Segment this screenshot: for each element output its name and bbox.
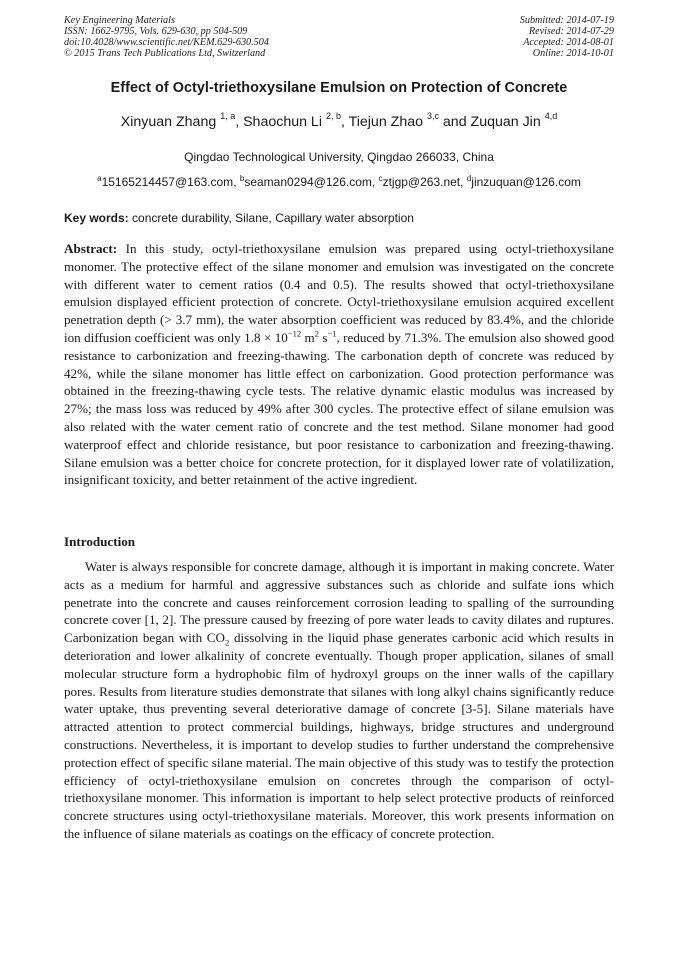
- subscript: 2: [225, 637, 230, 648]
- email-separator: ,: [233, 175, 240, 189]
- abstract-text: s: [318, 329, 328, 345]
- doi-line: doi:10.4028/www.scientific.net/KEM.629-630.504: [64, 37, 269, 49]
- author-affiliation-mark: 3,c: [426, 111, 439, 122]
- email-mark: a: [97, 174, 102, 183]
- author-separator: and: [438, 114, 471, 130]
- keywords-label: Key words:: [64, 211, 129, 225]
- dates-info: [520, 15, 614, 59]
- abstract-text: m: [301, 329, 315, 345]
- keywords: [64, 211, 624, 225]
- exponent: 2: [314, 328, 319, 339]
- introduction-text: dissolving in the liquid phase generates carbonic acid which results in deterioration and lower alkalinity of concrete eventually. Though proper application, silanes of small molecular structure form a hydrophobic film of hydroxyl groups on the inner walls of the capillary pores. Results from literature studies demonstrate that silanes with long alkyl chains significantly reduce water uptake, thus preventing several deteriorative damage of concrete [3-5]. Silane materials have attracted attention to protect commercial buildings, highways, bridge structures and underground constructions. Nevertheless, it is important to develop studies to further understand the comprehensive protection effect of specific silane material. The main objective of this study was to testify the protection efficiency of octyl-triethoxysilane emulsion on concretes through the comparison of octyl-triethoxysilane monomer. This information is important to help select protective products of reinforced concrete structures using octyl-triethoxysilane materials. Moreover, this work presents information on the influence of silane materials as coatings on the efficacy of concrete protection.: [64, 630, 614, 841]
- author-affiliation-mark: 4,d: [544, 111, 558, 122]
- email-mark: b: [239, 174, 245, 183]
- author-affiliation-mark: 1, a: [220, 111, 236, 122]
- author-name: Zuquan Jin: [470, 114, 541, 130]
- copyright-line: © 2015 Trans Tech Publications Ltd, Switzerland: [64, 48, 266, 60]
- email-separator: ,: [460, 175, 467, 189]
- author-name: Tiejun Zhao: [348, 114, 423, 130]
- author-affiliation-mark: 2, b: [325, 111, 341, 122]
- email-mark: d: [466, 174, 472, 183]
- publication-meta: [64, 15, 614, 59]
- affiliation: Qingdao Technological University, Qingdao 266033, China: [184, 150, 494, 164]
- introduction-body: [64, 558, 614, 843]
- author-list: [0, 111, 678, 130]
- email-address[interactable]: jinzuquan@126.com: [471, 175, 581, 189]
- author-name: Shaochun Li: [243, 114, 322, 130]
- abstract: [64, 240, 614, 489]
- paper-title: Effect of Octyl-triethoxysilane Emulsion on Protection of Concrete: [110, 80, 568, 96]
- submitted-date: Submitted: 2014-07-19: [519, 15, 614, 26]
- online-date: Online: 2014-10-01: [532, 48, 614, 60]
- issn-line: ISSN: 1662-9795, Vols. 629-630, pp 504-509: [64, 26, 248, 38]
- abstract-label: Abstract:: [64, 241, 118, 256]
- author-separator: ,: [235, 114, 244, 130]
- journal-info: [64, 15, 269, 59]
- email-address[interactable]: seaman0294@126.com: [244, 175, 372, 189]
- author-name: Xinyuan Zhang: [120, 114, 217, 130]
- email-list: [0, 175, 678, 189]
- abstract-text: , reduced by 71.3%. The emulsion also showed good resistance to carbonization and freezing-thawing. The carbonation depth of concrete was reduced by 42%, while the silane monomer has little effect on carbonization. Good protection performance was obtained in the freezing-thawing cycle tests. The relative dynamic elastic modulus was increased by 27%; the mass loss was reduced by 49% after 300 cycles. The protective effect of silane emulsion was also related with the water cement ratio of concrete and the test method. Silane monomer had good waterproof effect and chloride resistance, but poor resistance to carbonization and freezing-thawing. Silane emulsion was a better choice for concrete protection, for it displayed lower rate of volatilization, insignificant toxicity, and better retainment of the active ingredient.: [64, 329, 614, 488]
- exponent: −12: [287, 328, 302, 339]
- author-separator: ,: [340, 114, 349, 130]
- journal-name: Key Engineering Materials: [64, 15, 175, 26]
- keywords-text: concrete durability, Silane, Capillary water absorption: [128, 211, 414, 225]
- accepted-date: Accepted: 2014-08-01: [523, 37, 614, 49]
- revised-date: Revised: 2014-07-29: [528, 26, 614, 38]
- introduction-text: Water is always responsible for concrete damage, although it is important in making concrete. Water acts as a medium for harmful and aggressive substances such as chloride and sulfate ions which penetrate into the concrete and causes reinforcement corrosion leading to spalling of the surrounding concrete cover [1, 2]. The pressure caused by freezing of pore water leads to cavity dilates and ruptures. Carbonization began with CO: [64, 559, 614, 646]
- email-address[interactable]: 15165214457@163.com: [101, 175, 234, 189]
- abstract-text: In this study, octyl-triethoxysilane emulsion was prepared using octyl-triethoxysilane monomer. The protective effect of the silane monomer and emulsion was investigated on the concrete with different water to cement ratios (0.4 and 0.5). The results showed that octyl-triethoxysilane emulsion displayed efficient protection of concrete. Octyl-triethoxysilane emulsion acquired excellent penetration depth (> 3.7 mm), the water absorption coefficient was reduced by 83.4%, and the chloride ion diffusion coefficient was only 1.8 × 10: [64, 241, 614, 345]
- exponent: −1: [327, 328, 337, 339]
- introduction-heading: Introduction: [64, 534, 136, 549]
- email-separator: ,: [371, 175, 379, 189]
- email-mark: c: [378, 174, 383, 183]
- email-address[interactable]: ztjgp@263.net: [382, 175, 461, 189]
